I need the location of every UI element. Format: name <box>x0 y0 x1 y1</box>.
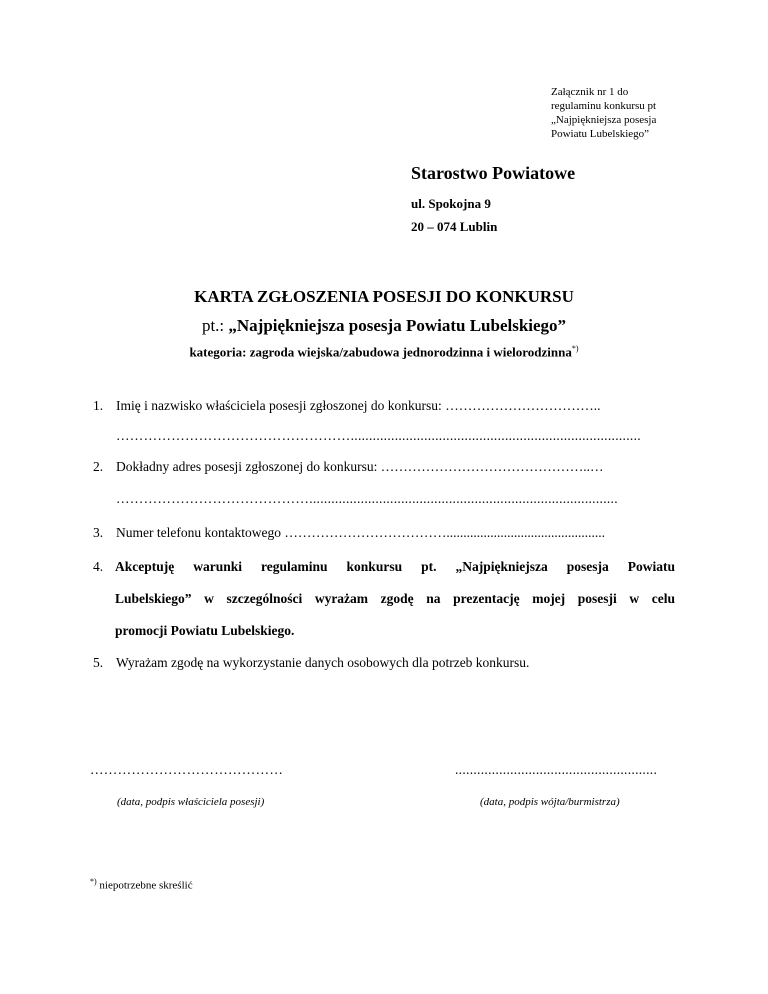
owner-signature-line[interactable]: …………………………………… <box>90 762 284 777</box>
annex-line: Powiatu Lubelskiego” <box>551 128 650 140</box>
annex-line: regulaminu konkursu pt <box>551 100 657 112</box>
document-subtitle <box>0 316 768 336</box>
item-phone <box>116 525 676 541</box>
owner-signature-caption: (data, podpis właściciela posesji) <box>117 796 265 808</box>
subtitle-prefix: pt.: <box>201 316 229 335</box>
mayor-signature-line[interactable]: ....................................................... <box>455 762 658 777</box>
document-title: KARTA ZGŁOSZENIA POSESJI DO KONKURSU <box>194 287 574 306</box>
mayor-signature-caption: (data, podpis wójta/burmistrza) <box>480 796 620 808</box>
data-consent-text: Wyrażam zgodę na wykorzystanie danych osobowych dla potrzeb konkursu. <box>116 655 530 670</box>
footnote <box>90 877 193 892</box>
footnote-text: niepotrzebne skreślić <box>96 879 193 892</box>
item-number: 4. <box>93 559 104 574</box>
item-number: 3. <box>93 525 104 540</box>
fill-dots[interactable]: …………………………….. <box>445 398 601 413</box>
owner-name-fill-line[interactable]: ……………………………………………............................................................................... <box>116 428 641 443</box>
category-text: kategoria: zagroda wiejska/zabudowa jednorodzinna i wielorodzinna <box>189 344 572 360</box>
item-owner-name <box>116 398 676 414</box>
office-street: ul. Spokojna 9 <box>411 196 491 211</box>
office-city: 20 – 074 Lublin <box>411 219 498 234</box>
office-name: Starostwo Powiatowe <box>411 163 576 183</box>
item-number: 2. <box>93 459 104 474</box>
category-line <box>0 344 768 360</box>
item-label: Numer telefonu kontaktowego <box>116 525 285 540</box>
item-address <box>116 459 676 475</box>
consent-terms-line: Lubelskiego” w szczególności wyrażam zgodę na prezentację mojej posesji w celu <box>115 591 675 606</box>
annex-line: Załącznik nr 1 do <box>551 86 629 98</box>
item-label: Imię i nazwisko właściciela posesji zgłoszonej do konkursu: <box>116 398 446 413</box>
fill-dots[interactable]: ………………………………………..… <box>380 459 604 474</box>
item-number: 1. <box>93 398 104 413</box>
category-footnote-marker: *) <box>571 344 579 353</box>
annex-note <box>551 85 751 141</box>
item-label: Dokładny adres posesji zgłoszonej do konkursu: <box>116 459 381 474</box>
contest-name: „Najpiękniejsza posesja Powiatu Lubelskiego” <box>228 316 567 335</box>
consent-terms-line: Akceptuję warunki regulaminu konkursu pt. „Najpiękniejsza posesja Powiatu <box>115 559 675 574</box>
consent-terms-line: promocji Powiatu Lubelskiego. <box>115 623 295 638</box>
item-number: 5. <box>93 655 104 670</box>
fill-dots[interactable]: ………………………………............................................... <box>284 525 605 540</box>
annex-line: „Najpiękniejsza posesja <box>551 114 657 126</box>
footnote-marker: *) <box>90 877 97 886</box>
address-fill-line[interactable]: …………………………………….................................................................................... <box>116 491 618 506</box>
